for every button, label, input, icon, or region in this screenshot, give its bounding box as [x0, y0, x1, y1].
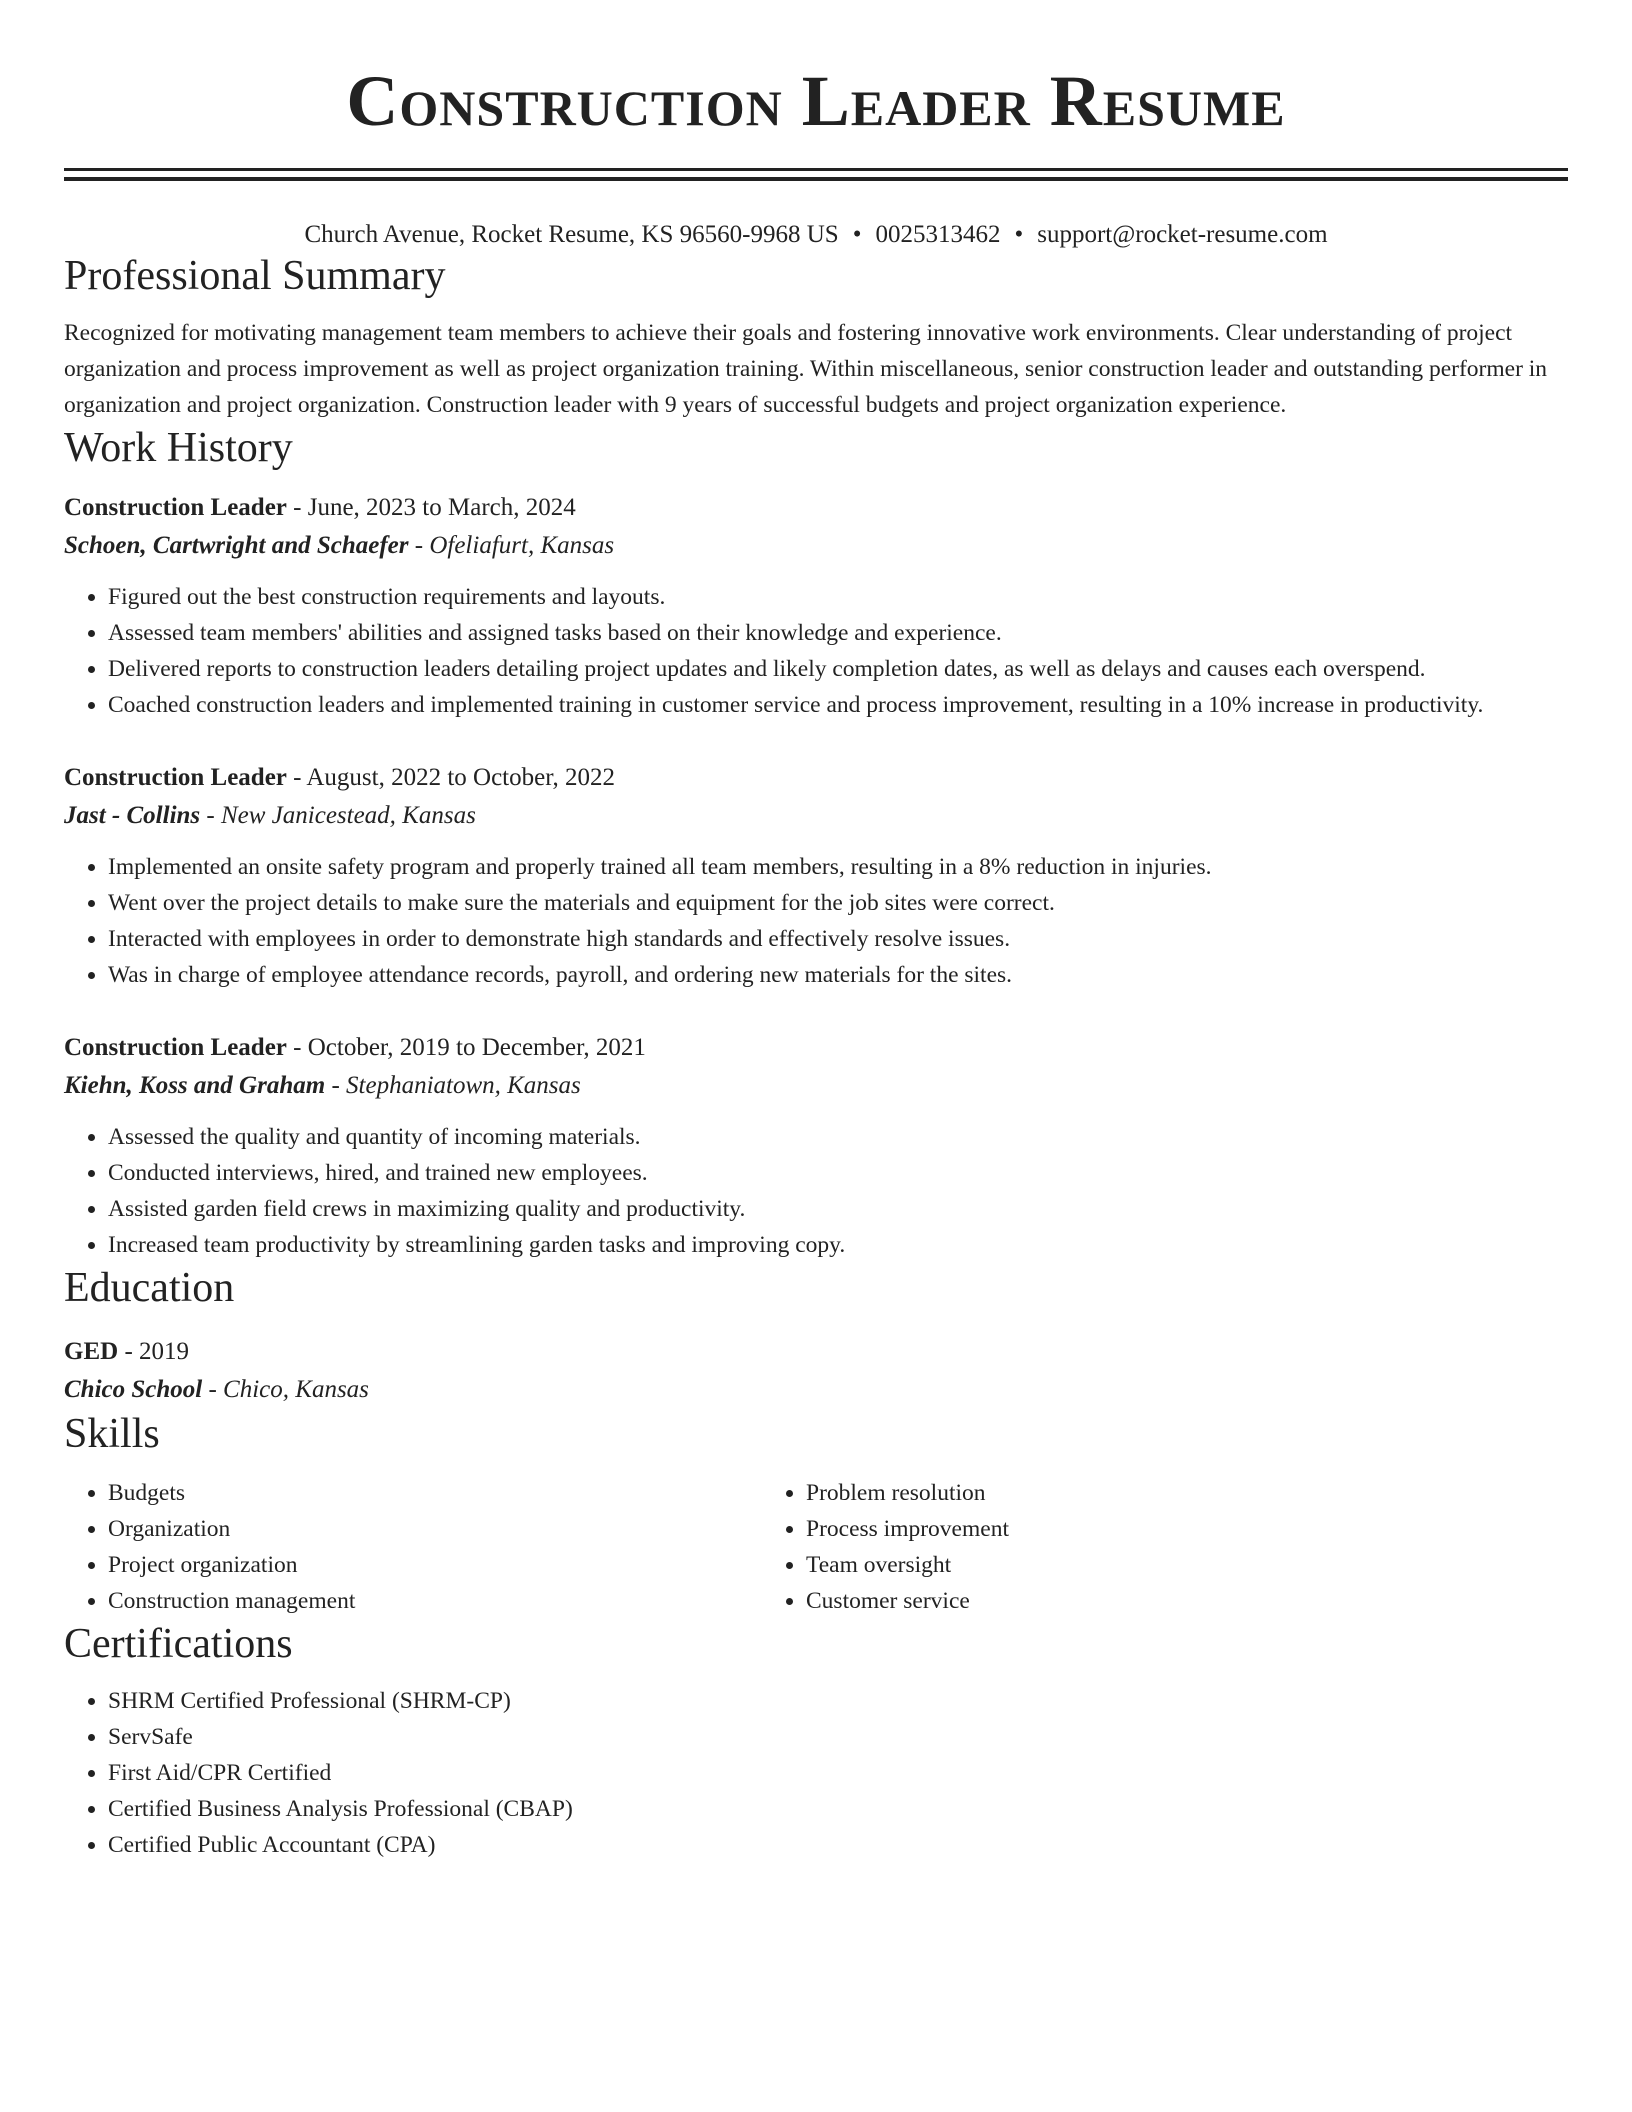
contact-separator: •	[852, 221, 862, 248]
resume-title: Construction Leader Resume	[346, 61, 1286, 141]
education-degree: GED	[64, 1338, 119, 1365]
job-bullets	[64, 579, 1568, 723]
job-bullet: • Delivered reports to construction leaders detailing project updates and likely completion dates, as well as delays and causes each overspend.	[108, 651, 1568, 687]
job-bullet: • Assessed team members' abilities and assigned tasks based on their knowledge and experience.	[108, 615, 1568, 651]
education-degree-line	[64, 1333, 1568, 1371]
job-bullet: • Went over the project details to make sure the materials and equipment for the job sites were correct.	[108, 885, 1568, 921]
job-location: - Stephaniatown, Kansas	[325, 1072, 581, 1099]
certification-item: • Certified Business Analysis Professional (CBAP)	[108, 1791, 1568, 1827]
job-title-line	[64, 489, 1568, 527]
job-company: Schoen, Cartwright and Schaefer	[64, 532, 409, 559]
job-company: Jast - Collins	[64, 802, 201, 829]
summary-text: Recognized for motivating management team members to achieve their goals and fostering innovative work environments. Clear understanding of project organization and process improvement as well as project organization training. Within miscellaneous, senior construction leader and outstanding performer in organization and project organization. Construction leader with 9 years of successful budgets and project organization experience.	[64, 320, 1548, 418]
summary-heading: Professional Summary	[64, 253, 446, 299]
job-entry	[64, 759, 1568, 993]
skill-item: • Customer service	[806, 1583, 1460, 1619]
work-history-heading: Work History	[64, 425, 293, 471]
job-location: - Ofeliafurt, Kansas	[408, 532, 615, 559]
contact-line	[64, 219, 1568, 251]
job-bullets	[64, 1119, 1568, 1263]
certification-item: • First Aid/CPR Certified	[108, 1755, 1568, 1791]
certification-item: • SHRM Certified Professional (SHRM-CP)	[108, 1683, 1568, 1719]
job-company-line	[64, 527, 1568, 565]
education-entry	[64, 1333, 1568, 1409]
skill-item: • Process improvement	[806, 1511, 1460, 1547]
education-school-line	[64, 1371, 1568, 1409]
job-bullets	[64, 849, 1568, 993]
skill-item: • Team oversight	[806, 1547, 1460, 1583]
skills-list-left	[64, 1475, 762, 1619]
job-company: Kiehn, Koss and Graham	[64, 1072, 326, 1099]
job-dates: - August, 2022 to October, 2022	[286, 764, 616, 791]
contact-email: support@rocket-resume.com	[1037, 221, 1328, 248]
job-bullet: • Assisted garden field crews in maximizing quality and productivity.	[108, 1191, 1568, 1227]
certifications-heading: Certifications	[64, 1621, 293, 1667]
education-school: Chico School	[64, 1376, 203, 1403]
certification-item: • Certified Public Accountant (CPA)	[108, 1827, 1568, 1863]
education-year: - 2019	[118, 1338, 190, 1365]
skill-item: • Construction management	[108, 1583, 762, 1619]
education-location: - Chico, Kansas	[202, 1376, 369, 1403]
job-bullet: • Figured out the best construction requirements and layouts.	[108, 579, 1568, 615]
skill-item: • Organization	[108, 1511, 762, 1547]
job-bullet: • Increased team productivity by streamlining garden tasks and improving copy.	[108, 1227, 1568, 1263]
job-bullet: • Implemented an onsite safety program and properly trained all team members, resulting in a 8% reduction in injuries.	[108, 849, 1568, 885]
skills-heading: Skills	[64, 1411, 160, 1457]
title-divider-top	[64, 168, 1568, 171]
contact-separator: •	[1014, 221, 1024, 248]
job-company-line	[64, 1067, 1568, 1105]
job-bullet: • Coached construction leaders and implemented training in customer service and process improvement, resulting in a 10% increase in productivity.	[108, 687, 1568, 723]
job-bullet: • Conducted interviews, hired, and trained new employees.	[108, 1155, 1568, 1191]
job-entry	[64, 1029, 1568, 1263]
job-bullet: • Interacted with employees in order to demonstrate high standards and effectively resolve issues.	[108, 921, 1568, 957]
job-entry	[64, 489, 1568, 723]
certification-item: • ServSafe	[108, 1719, 1568, 1755]
skills-list-right	[762, 1475, 1460, 1619]
certifications-list	[64, 1683, 1568, 1863]
skills-columns	[64, 1475, 1568, 1619]
education-heading: Education	[64, 1265, 235, 1311]
job-dates: - June, 2023 to March, 2024	[286, 494, 576, 521]
job-title: Construction Leader	[64, 764, 287, 791]
skill-item: • Project organization	[108, 1547, 762, 1583]
skill-item: • Budgets	[108, 1475, 762, 1511]
job-company-line	[64, 797, 1568, 835]
job-title-line	[64, 1029, 1568, 1067]
job-title-line	[64, 759, 1568, 797]
title-divider-bottom	[64, 177, 1568, 181]
resume-page	[64, 0, 1568, 1863]
contact-address: Church Avenue, Rocket Resume, KS 96560-9968 US	[304, 221, 839, 248]
job-bullet: • Was in charge of employee attendance records, payroll, and ordering new materials for the sites.	[108, 957, 1568, 993]
job-title: Construction Leader	[64, 1034, 287, 1061]
job-title: Construction Leader	[64, 494, 287, 521]
job-dates: - October, 2019 to December, 2021	[286, 1034, 646, 1061]
job-bullet: • Assessed the quality and quantity of incoming materials.	[108, 1119, 1568, 1155]
skill-item: • Problem resolution	[806, 1475, 1460, 1511]
job-location: - New Janicestead, Kansas	[200, 802, 476, 829]
contact-phone: 0025313462	[875, 221, 1001, 248]
